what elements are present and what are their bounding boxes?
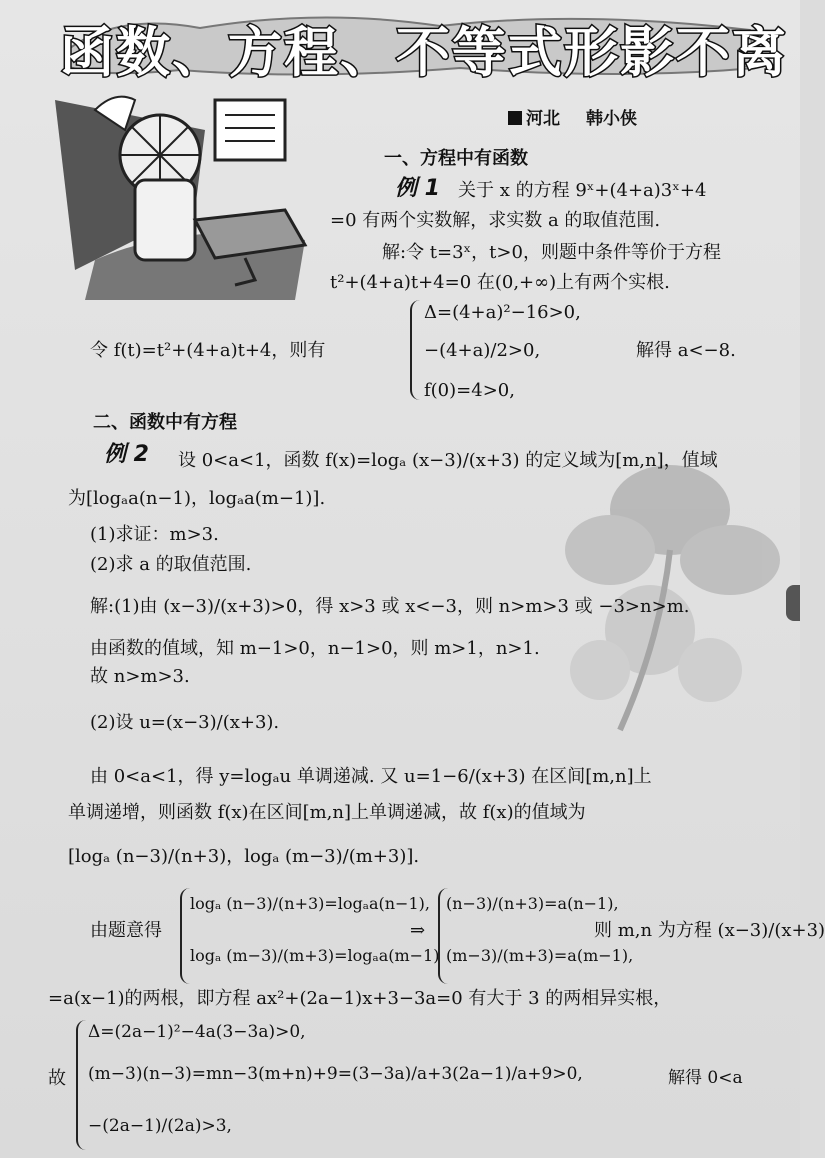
page-edge-tab	[786, 585, 800, 621]
example1-text-line: 解:令 t=3ˣ，t>0，则题中条件等价于方程	[382, 242, 721, 263]
example1-text-line: 解得 a<−8.	[636, 340, 736, 361]
example2-text-line: 为[logₐa(n−1)，logₐa(m−1)].	[68, 488, 326, 509]
implies-arrow: ⇒	[410, 920, 426, 941]
example2-text-line: [logₐ (n−3)/(n+3)，logₐ (m−3)/(m+3)].	[68, 846, 420, 867]
example2-text-line: (2)求 a 的取值范围.	[90, 554, 252, 575]
author-region: 河北	[526, 109, 560, 129]
example1-text-line: 关于 x 的方程 9ˣ+(4+a)3ˣ+4	[458, 180, 707, 201]
example2-text-line: 由函数的值域，知 m−1>0，n−1>0，则 m>1，n>1.	[90, 638, 540, 659]
section1-heading: 一、方程中有函数	[384, 148, 528, 169]
example2-text-line: Δ=(2a−1)²−4a(3−3a)>0,	[88, 1022, 306, 1042]
example2-text-line: −(2a−1)/(2a)>3,	[88, 1116, 232, 1136]
example1-text-line: f(0)=4>0,	[424, 380, 515, 401]
example2-text-line: 解:(1)由 (x−3)/(x+3)>0，得 x>3 或 x<−3，则 n>m>3 或 −3>n>m.	[90, 596, 690, 617]
example2-text-line: (n−3)/(n+3)=a(n−1),	[446, 894, 619, 913]
example1-text-line: −(4+a)/2>0,	[424, 340, 541, 361]
example1-text-line: =0 有两个实数解，求实数 a 的取值范围.	[330, 210, 661, 231]
example1-label: 例 1	[395, 176, 440, 201]
example1-text-line: 令 f(t)=t²+(4+a)t+4，则有	[90, 340, 326, 361]
example2-label: 例 2	[104, 442, 149, 467]
section2-heading: 二、函数中有方程	[93, 412, 237, 433]
example2-text-line: logₐ (m−3)/(m+3)=logₐa(m−1)	[190, 946, 440, 965]
example1-text-line: Δ=(4+a)²−16>0,	[424, 302, 581, 323]
example2-text-line: 故 n>m>3.	[90, 666, 190, 687]
article-title: 函数、方程、不等式形影不离	[60, 21, 788, 84]
example2-text-line: (1)求证：m>3.	[90, 524, 219, 545]
example2-text-line: 故	[48, 1068, 66, 1089]
example2-text-line: (m−3)(n−3)=mn−3(m+n)+9=(3−3a)/a+3(2a−1)/a+9>0,	[88, 1064, 583, 1084]
square-bullet-icon	[508, 111, 522, 125]
example2-text-line: (m−3)/(m+3)=a(m−1),	[446, 946, 634, 965]
scholar-illustration	[55, 70, 315, 300]
system-brace	[410, 300, 422, 400]
example2-text-line: logₐ (n−3)/(n+3)=logₐa(n−1),	[190, 894, 430, 913]
author-name: 韩小侠	[586, 109, 637, 129]
system-brace	[76, 1020, 88, 1150]
example2-text-line: (2)设 u=(x−3)/(x+3).	[90, 712, 280, 733]
example2-text-line: 解得 0<a	[668, 1068, 743, 1088]
flower-decoration	[540, 440, 790, 740]
example2-text-line: 由题意得	[90, 920, 162, 941]
example2-text-line: 设 0<a<1，函数 f(x)=logₐ (x−3)/(x+3) 的定义域为[m,n]，值域	[178, 450, 718, 471]
example2-text-line: 则 m,n 为方程 (x−3)/(x+3)	[594, 920, 825, 941]
example2-text-line: =a(x−1)的两根，即方程 ax²+(2a−1)x+3−3a=0 有大于 3 的两相异实根，	[48, 988, 672, 1009]
example2-text-line: 单调递增，则函数 f(x)在区间[m,n]上单调递减，故 f(x)的值域为	[68, 802, 586, 823]
example1-text-line: t²+(4+a)t+4=0 在(0,+∞)上有两个实根.	[330, 272, 670, 293]
example2-text-line: 由 0<a<1，得 y=logₐu 单调递减. 又 u=1−6/(x+3) 在区间[m,n]上	[90, 766, 652, 787]
byline	[508, 104, 637, 129]
